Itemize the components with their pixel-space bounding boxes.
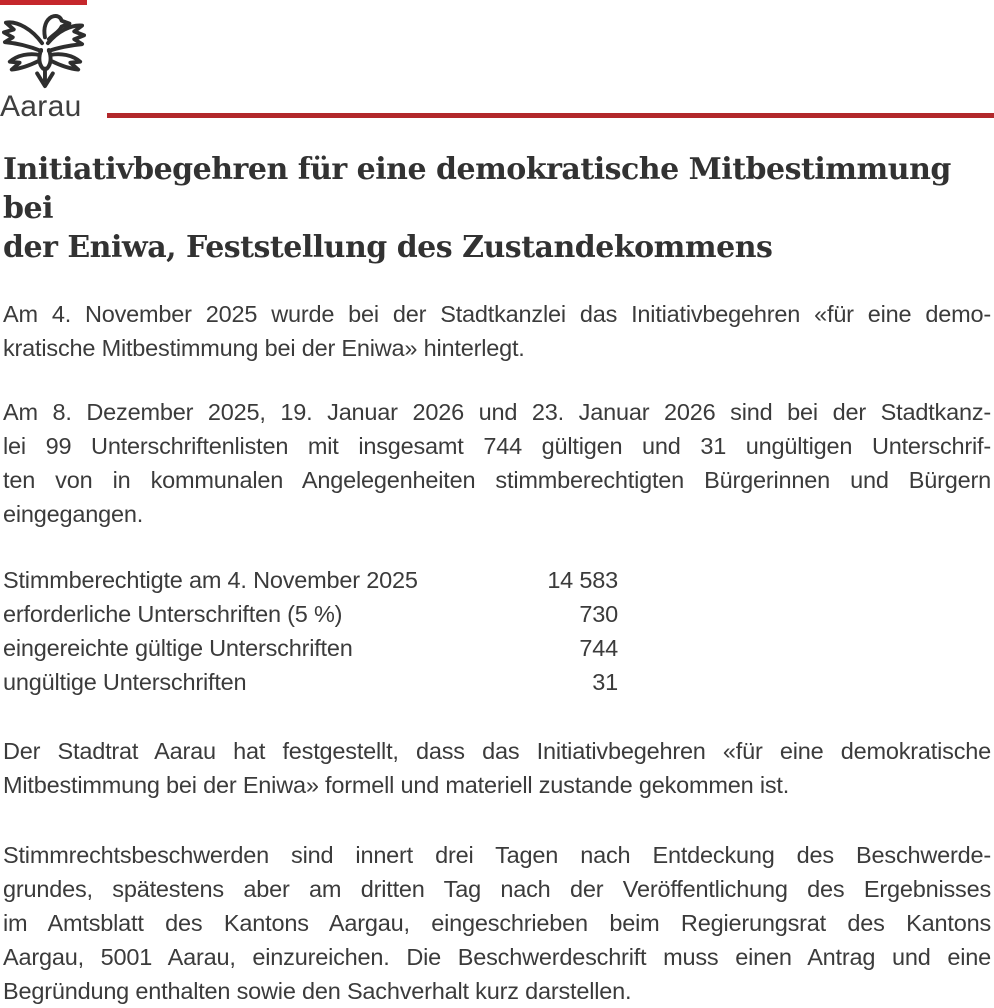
- text-line: Aargau, 5001 Aarau, einzureichen. Die Beschwerdeschrift muss einen Antrag und eine: [3, 944, 991, 970]
- title-line: Initiativbegehren für eine demokratische Mitbestimmung bei: [3, 152, 951, 226]
- text-line: Begründung enthalten sowie den Sachverhalt kurz darstellen.: [3, 978, 632, 1004]
- text-line: ten von in kommunalen Angelegenheiten stimmberechtigten Bürgerinnen und Bürgern: [3, 467, 991, 493]
- text-line: grundes, spätestens aber am dritten Tag nach der Veröffentlichung des Ergebnisses: [3, 876, 991, 902]
- document-body: [0, 150, 994, 1008]
- table-row-label: ungültige Unterschriften: [3, 669, 247, 695]
- text-line: Mitbestimmung bei der Eniwa» formell und materiell zustande gekommen ist.: [3, 772, 790, 798]
- table-row-value: 31: [592, 669, 618, 695]
- text-line: kratische Mitbestimmung bei der Eniwa» hinterlegt.: [3, 335, 525, 361]
- text-line: im Amtsblatt des Kantons Aargau, eingeschrieben beim Regierungsrat des Kantons: [3, 910, 991, 936]
- table-row-value: 14 583: [547, 567, 618, 593]
- table-row: [3, 563, 618, 597]
- logo-wordmark: Aarau: [0, 90, 82, 123]
- text-line: Am 8. Dezember 2025, 19. Januar 2026 und 23. Januar 2026 sind bei der Stadtkanz-: [3, 399, 991, 425]
- signature-figures-table: [3, 563, 618, 699]
- logo-red-bar: [0, 0, 87, 5]
- aarau-logo: [0, 0, 90, 121]
- paragraph-deposit-notice: [3, 297, 991, 365]
- text-line: Am 4. November 2025 wurde bei der Stadtkanzlei das Initiativbegehren «für eine demo-: [3, 301, 991, 327]
- text-line: Der Stadtrat Aarau hat festgestellt, dass das Initiativbegehren «für eine demokratische: [3, 738, 991, 764]
- table-row: [3, 631, 618, 665]
- table-row: [3, 665, 618, 699]
- table-row: [3, 597, 618, 631]
- header-rule: [107, 113, 994, 118]
- title-line: der Eniwa, Feststellung des Zustandekommens: [3, 230, 773, 265]
- paragraph-council-decision: [3, 734, 991, 802]
- table-row-label: eingereichte gültige Unterschriften: [3, 635, 353, 661]
- table-row-value: 730: [579, 601, 618, 627]
- paragraph-appeal-instructions: [3, 838, 991, 1008]
- table-row-label: Stimmberechtigte am 4. November 2025: [3, 567, 418, 593]
- letterhead: [0, 0, 994, 123]
- paragraph-signature-submission: [3, 395, 991, 531]
- text-line: eingegangen.: [3, 501, 144, 527]
- table-row-value: 744: [579, 635, 618, 661]
- text-line: lei 99 Unterschriftenlisten mit insgesamt 744 gültigen und 31 ungültigen Unterschrif-: [3, 433, 991, 459]
- text-line: Stimmrechtsbeschwerden sind innert drei Tagen nach Entdeckung des Beschwerde-: [3, 842, 991, 868]
- aarau-eagle-icon: [0, 8, 88, 92]
- table-row-label: erforderliche Unterschriften (5 %): [3, 601, 343, 627]
- page-title: [3, 150, 991, 267]
